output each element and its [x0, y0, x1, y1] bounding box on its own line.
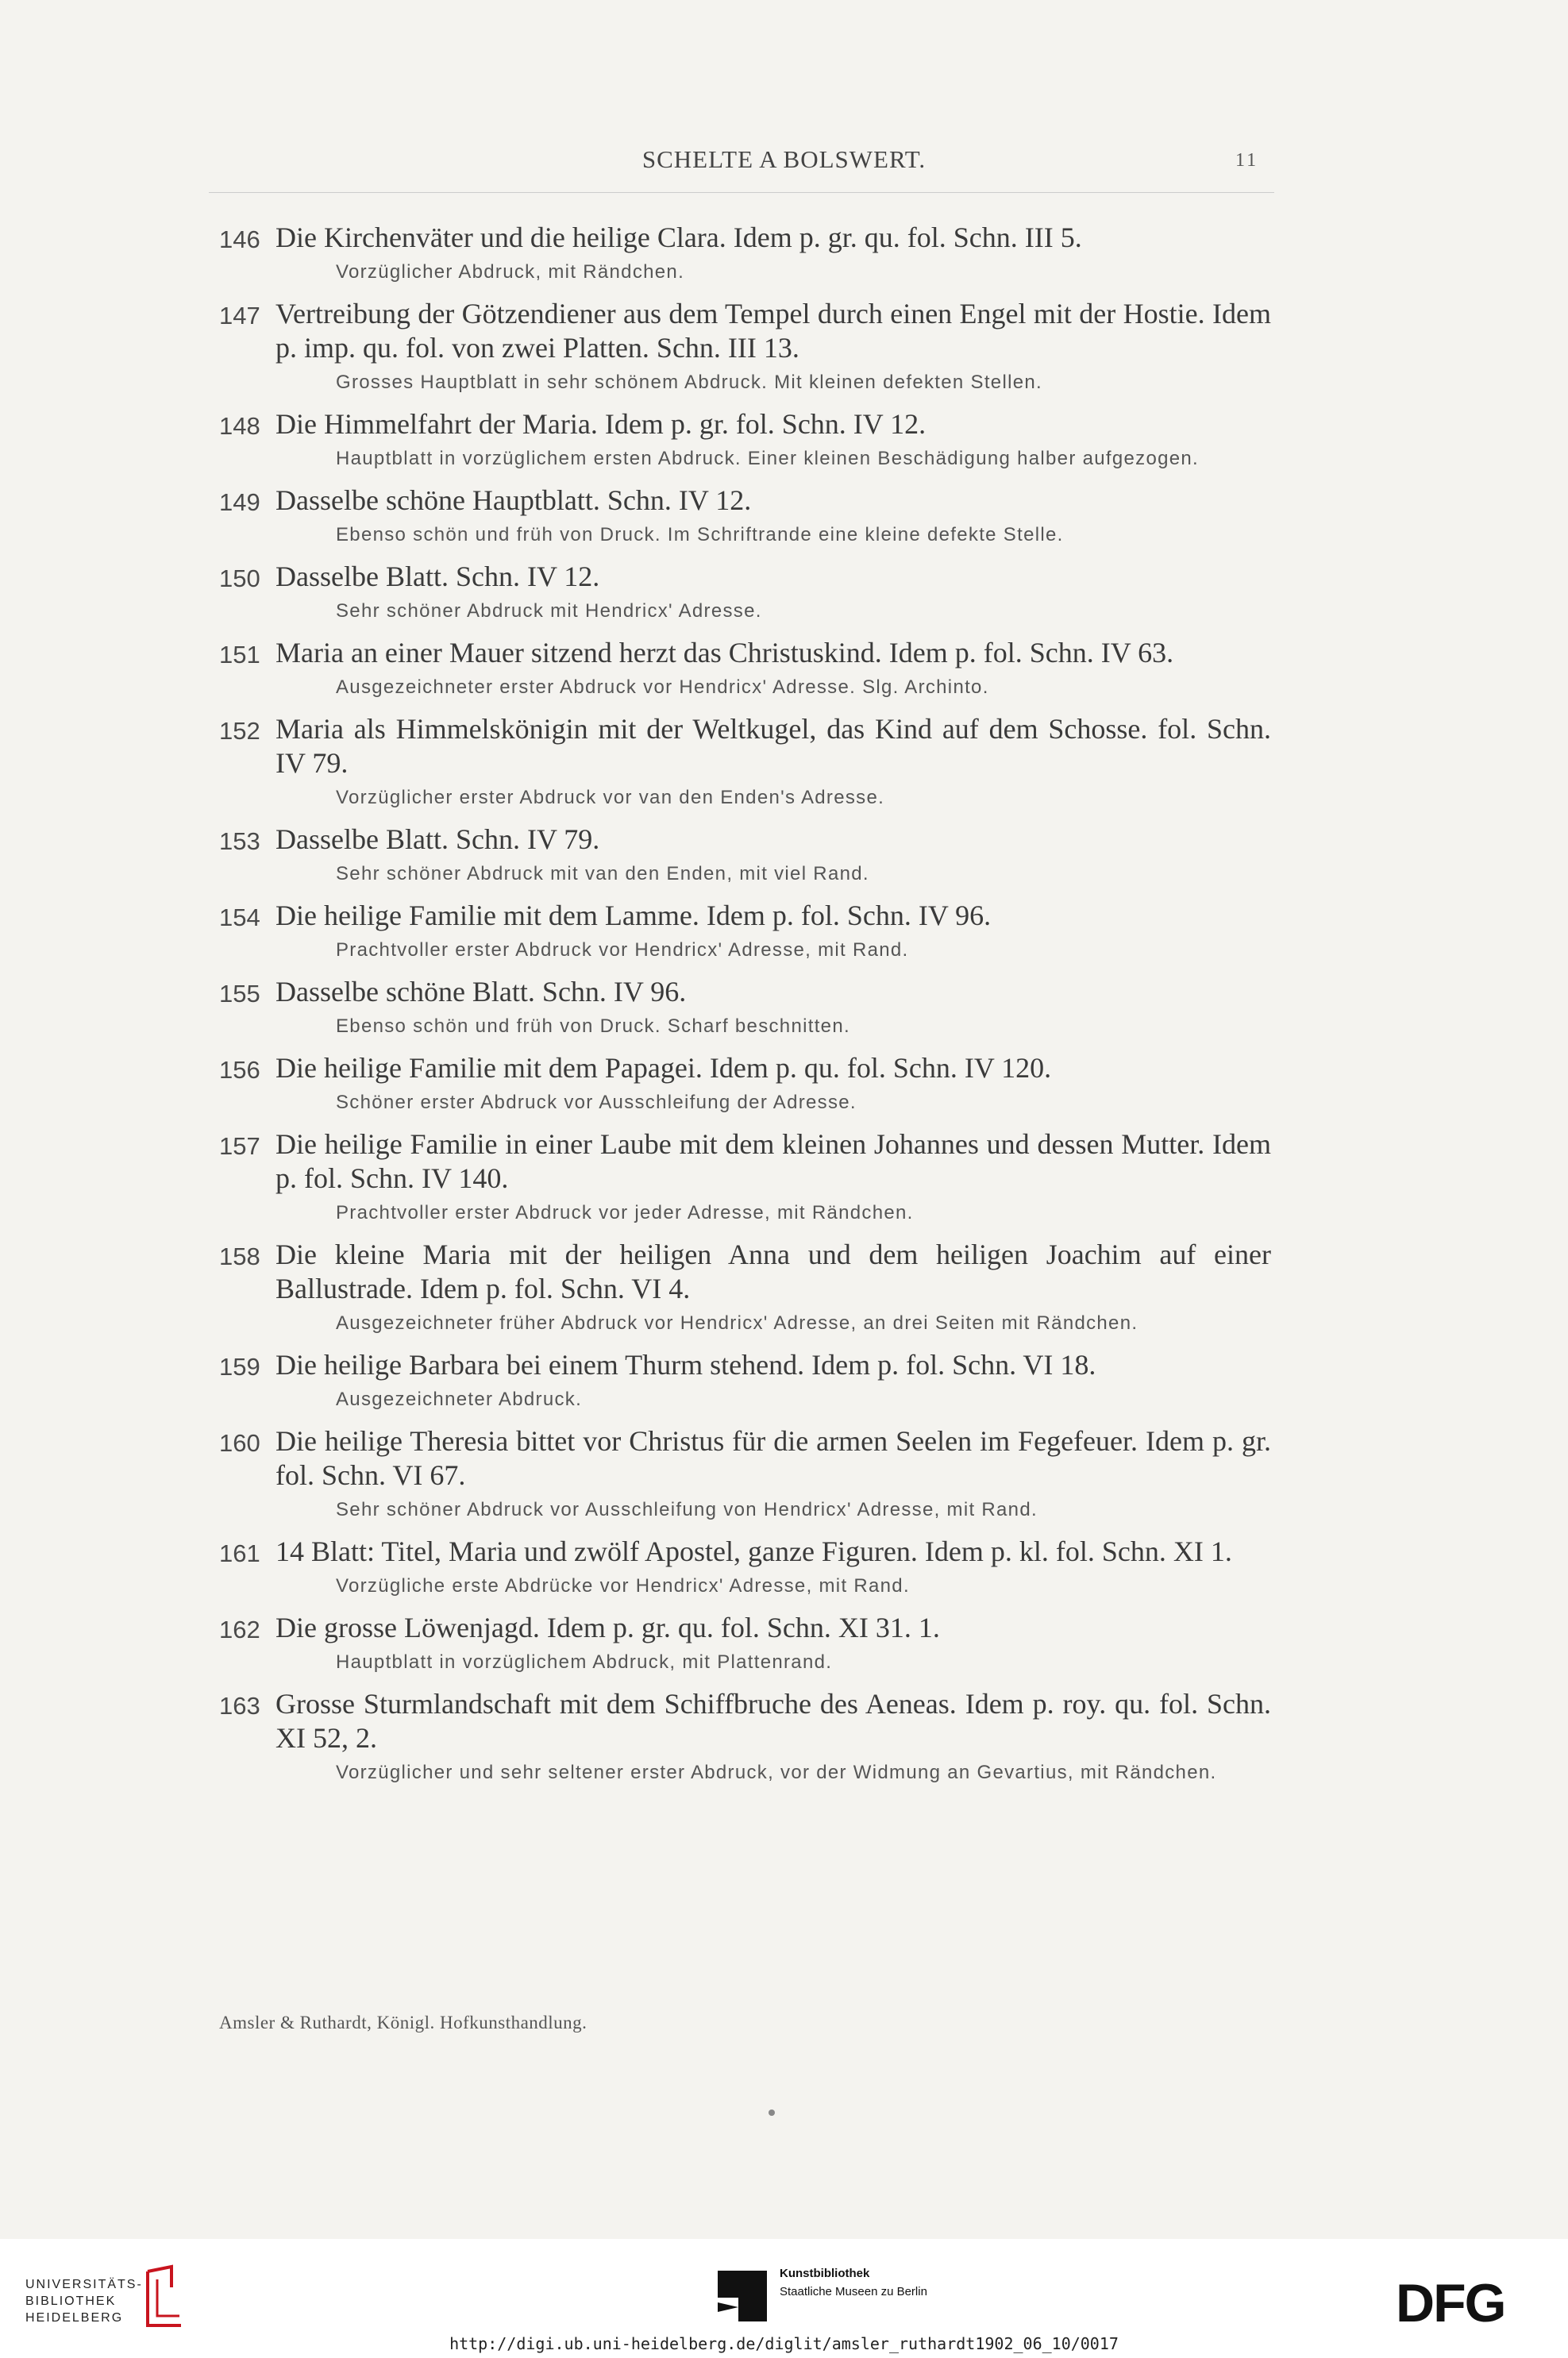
entry-title: Dasselbe schöne Hauptblatt. Schn. IV 12. [275, 484, 752, 516]
catalogue-entry [219, 1348, 1271, 1416]
library-name-line: HEIDELBERG [25, 2311, 124, 2325]
catalogue-entry [219, 221, 1271, 288]
catalogue-entry [219, 1535, 1271, 1602]
entry-number: 147 [219, 302, 260, 329]
catalogue-entry [219, 484, 1271, 551]
entry-note: Sehr schöner Abdruck vor Ausschleifung von Hendricx' Adresse, mit Rand. [336, 1499, 1038, 1520]
museum-logo-icon [715, 2271, 770, 2323]
entry-title: Die heilige Familie mit dem Lamme. Idem p. fol. Schn. IV 96. [275, 900, 992, 931]
catalogue-entry [219, 1424, 1271, 1526]
entry-number: 159 [219, 1353, 260, 1381]
library-name-line: UNIVERSITÄTS- [25, 2278, 143, 2291]
entry-note: Vorzügliche erste Abdrücke vor Hendricx' Adresse, mit Rand. [336, 1575, 910, 1597]
catalogue-entry [219, 975, 1271, 1042]
entry-note: Schöner erster Abdruck vor Ausschleifung der Adresse. [336, 1092, 857, 1113]
entry-title: Dasselbe Blatt. Schn. IV 12. [275, 561, 600, 592]
entry-title: Die Himmelfahrt der Maria. Idem p. gr. fol. Schn. IV 12. [275, 408, 927, 440]
entry-note: Vorzüglicher Abdruck, mit Rändchen. [336, 261, 685, 283]
library-logo-icon [140, 2264, 189, 2333]
entry-number: 161 [219, 1539, 260, 1567]
entry-title: Die heilige Barbara bei einem Thurm stehend. Idem p. fol. Schn. VI 18. [275, 1349, 1096, 1381]
catalogue-entry [219, 297, 1271, 399]
catalogue-entry [219, 1611, 1271, 1678]
entry-title: Die kleine Maria mit der heiligen Anna und dem heiligen Joachim auf einer Ballustrade. Idem p. fol. Schn. VI 4. [275, 1239, 1271, 1304]
entry-title: Maria als Himmelskönigin mit der Weltkugel, das Kind auf dem Schosse. fol. Schn. IV 79. [275, 713, 1271, 779]
entry-title: Grosse Sturmlandschaft mit dem Schiffbruche des Aeneas. Idem p. roy. qu. fol. Schn. XI 52, 2. [275, 1688, 1271, 1754]
entry-number: 156 [219, 1056, 260, 1084]
entry-note: Ebenso schön und früh von Druck. Scharf beschnitten. [336, 1015, 850, 1037]
entry-note: Ebenso schön und früh von Druck. Im Schriftrande eine kleine defekte Stelle. [336, 524, 1064, 545]
catalogue-entry [219, 712, 1271, 814]
entry-title: Die heilige Theresia bittet vor Christus für die armen Seelen im Fegefeuer. Idem p. gr. fol. Schn. VI 67. [275, 1425, 1271, 1491]
catalogue-entry [219, 1051, 1271, 1119]
entry-number: 150 [219, 564, 260, 592]
library-name-line: BIBLIOTHEK [25, 2294, 117, 2308]
entry-title: Die grosse Löwenjagd. Idem p. gr. qu. fol. Schn. XI 31. 1. [275, 1612, 940, 1643]
catalogue-entry [219, 1687, 1271, 1789]
entry-title: 14 Blatt: Titel, Maria und zwölf Apostel, ganze Figuren. Idem p. kl. fol. Schn. XI 1. [275, 1535, 1232, 1567]
entry-number: 148 [219, 412, 260, 440]
entry-title: Dasselbe Blatt. Schn. IV 79. [275, 823, 600, 855]
museum-subtitle: Staatliche Museen zu Berlin [780, 2285, 927, 2298]
entry-title: Dasselbe schöne Blatt. Schn. IV 96. [275, 976, 687, 1008]
entry-number: 160 [219, 1429, 260, 1457]
entry-note: Ausgezeichneter Abdruck. [336, 1389, 583, 1410]
entry-number: 151 [219, 641, 260, 668]
entry-note: Sehr schöner Abdruck mit Hendricx' Adresse. [336, 600, 762, 622]
entry-note: Vorzüglicher erster Abdruck vor van den Enden's Adresse. [336, 787, 885, 808]
entry-number: 153 [219, 827, 260, 855]
running-head: SCHELTE A BOLSWERT. [641, 145, 927, 173]
entry-title: Die heilige Familie in einer Laube mit dem kleinen Johannes und dessen Mutter. Idem p. fol. Schn. IV 140. [275, 1128, 1271, 1194]
dfg-logo: DFG [1396, 2273, 1505, 2333]
entry-number: 163 [219, 1692, 260, 1720]
publisher-line: Amsler & Ruthardt, Königl. Hofkunsthandlung. [219, 2013, 588, 2032]
entry-title: Die Kirchenväter und die heilige Clara. Idem p. gr. qu. fol. Schn. III 5. [275, 222, 1082, 253]
entry-note: Sehr schöner Abdruck mit van den Enden, mit viel Rand. [336, 863, 869, 884]
entry-title: Vertreibung der Götzendiener aus dem Tempel durch einen Engel mit der Hostie. Idem p. imp. qu. fol. von zwei Platten. Schn. III 13. [275, 298, 1271, 364]
entry-number: 146 [219, 225, 260, 253]
page-number: 11 [1235, 150, 1259, 171]
entry-title: Die heilige Familie mit dem Papagei. Idem p. qu. fol. Schn. IV 120. [275, 1052, 1052, 1084]
ink-speck [769, 2109, 775, 2116]
entry-number: 152 [219, 717, 260, 745]
catalogue-entry [219, 407, 1271, 475]
catalogue-entry [219, 1238, 1271, 1339]
library-name [25, 2276, 143, 2326]
museum-title: Kunstbibliothek [780, 2267, 870, 2280]
entry-number: 157 [219, 1132, 260, 1160]
catalogue-entries [219, 221, 1271, 1797]
catalogue-entry [219, 560, 1271, 627]
catalogue-entry [219, 823, 1271, 890]
catalogue-entry [219, 1127, 1271, 1229]
header-rule [209, 192, 1274, 193]
catalogue-entry [219, 636, 1271, 703]
entry-title: Maria an einer Mauer sitzend herzt das Christuskind. Idem p. fol. Schn. IV 63. [275, 637, 1174, 668]
entry-note: Vorzüglicher und sehr seltener erster Abdruck, vor der Widmung an Gevartius, mit Rändchen. [336, 1762, 1217, 1783]
entry-note: Grosses Hauptblatt in sehr schönem Abdruck. Mit kleinen defekten Stellen. [336, 372, 1042, 393]
catalogue-entry [219, 899, 1271, 966]
entry-number: 158 [219, 1243, 260, 1270]
entry-number: 154 [219, 904, 260, 931]
permalink-url[interactable]: http://digi.ub.uni-heidelberg.de/diglit/amsler_ruthardt1902_06_10/0017 [449, 2334, 1119, 2353]
entry-note: Ausgezeichneter erster Abdruck vor Hendricx' Adresse. Slg. Archinto. [336, 676, 989, 698]
entry-note: Hauptblatt in vorzüglichem ersten Abdruck. Einer kleinen Beschädigung halber aufgezogen. [336, 448, 1200, 469]
entry-note: Prachtvoller erster Abdruck vor Hendricx' Adresse, mit Rand. [336, 939, 909, 961]
entry-note: Ausgezeichneter früher Abdruck vor Hendricx' Adresse, an drei Seiten mit Rändchen. [336, 1312, 1138, 1334]
entry-number: 162 [219, 1616, 260, 1643]
entry-number: 155 [219, 980, 260, 1008]
entry-note: Hauptblatt in vorzüglichem Abdruck, mit Plattenrand. [336, 1651, 833, 1673]
entry-note: Prachtvoller erster Abdruck vor jeder Adresse, mit Rändchen. [336, 1202, 914, 1223]
entry-number: 149 [219, 488, 260, 516]
